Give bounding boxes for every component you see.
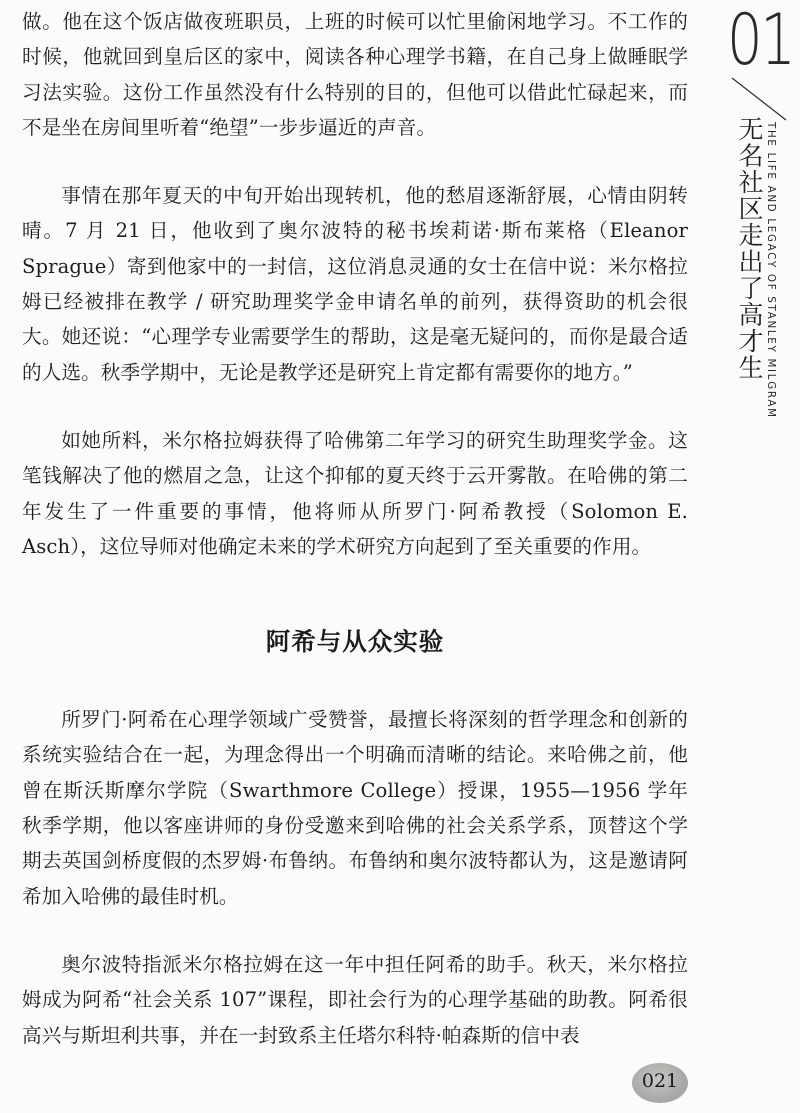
heading-gap — [22, 664, 688, 702]
section-heading: 阿希与从众实验 — [265, 627, 445, 657]
paragraph-gap — [22, 914, 688, 947]
chapter-title: 无名社区走出了高才生 — [735, 116, 764, 381]
paragraph: 所罗门·阿希在心理学领域广受赞誉，最擅长将深刻的哲学理念和创新的系统实验结合在一起，为理念得出一个明确而清晰的结论。来哈佛之前，他曾在斯沃斯摩尔学院（Swarthmore College）授课，1955—1956 学年秋季学期，他以客座讲师的身份受邀来到哈佛的社会关系学系，顶替这个学期去英国剑桥度假的杰罗姆·布鲁纳。布鲁纳和奥尔波特都认为，这是邀请阿希加入哈佛的最佳时机。 — [22, 708, 688, 908]
paragraph-continued: 做。他在这个饭店做夜班职员，上班的时候可以忙里偷闲地学习。不工作的时候，他就回到皇后区的家中，阅读各种心理学书籍，在自己身上做睡眠学习法实验。这份工作虽然没有什么特别的目的，但他可以借此忙碌起来，而不是坐在房间里听着“绝望”一步步逼近的声音。 — [22, 10, 688, 139]
chapter-subtitle: THE LIFE AND LEGACY OF STANLEY MILGRAM — [765, 122, 777, 419]
paragraph-gap — [22, 390, 688, 423]
paragraph: 如她所料，米尔格拉姆获得了哈佛第二年学习的研究生助理奖学金。这笔钱解决了他的燃眉之急，让这个抑郁的夏天终于云开雾散。在哈佛的第二年发生了一件重要的事情，他将师从所罗门·阿希教授（Solomon E. Asch），这位导师对他确定未来的学术研究方向起到了至关重要的作用。 — [22, 428, 688, 558]
paragraph-gap — [22, 145, 688, 178]
page-number: 021 — [641, 1070, 679, 1092]
page-number-badge — [632, 1063, 688, 1103]
chapter-number: 01 — [727, 0, 794, 81]
paragraph: 事情在那年夏天的中旬开始出现转机，他的愁眉逐渐舒展，心情由阴转晴。7 月 21 日，他收到了奥尔波特的秘书埃莉诺·斯布莱格（Eleanor Sprague）寄到他家中的一封信，这位消息灵通的女士在信中说：米尔格拉姆已经被排在教学 / 研究助理奖学金申请名单的前列，获得资助的机会很大。她还说：“心理学专业需要学生的帮助，这是毫无疑问的，而你是最合适的人选。秋季学期中，无论是教学还是研究上肯定都有需要你的地方。” — [22, 184, 688, 384]
main-text-column — [22, 4, 688, 1053]
paragraph: 奥尔波特指派米尔格拉姆在这一年中担任阿希的助手。秋天，米尔格拉姆成为阿希“社会关系 107”课程，即社会行为的心理学基础的助教。阿希很高兴与斯坦利共事，并在一封致系主任塔尔科特·帕森斯的信中表 — [22, 952, 688, 1047]
